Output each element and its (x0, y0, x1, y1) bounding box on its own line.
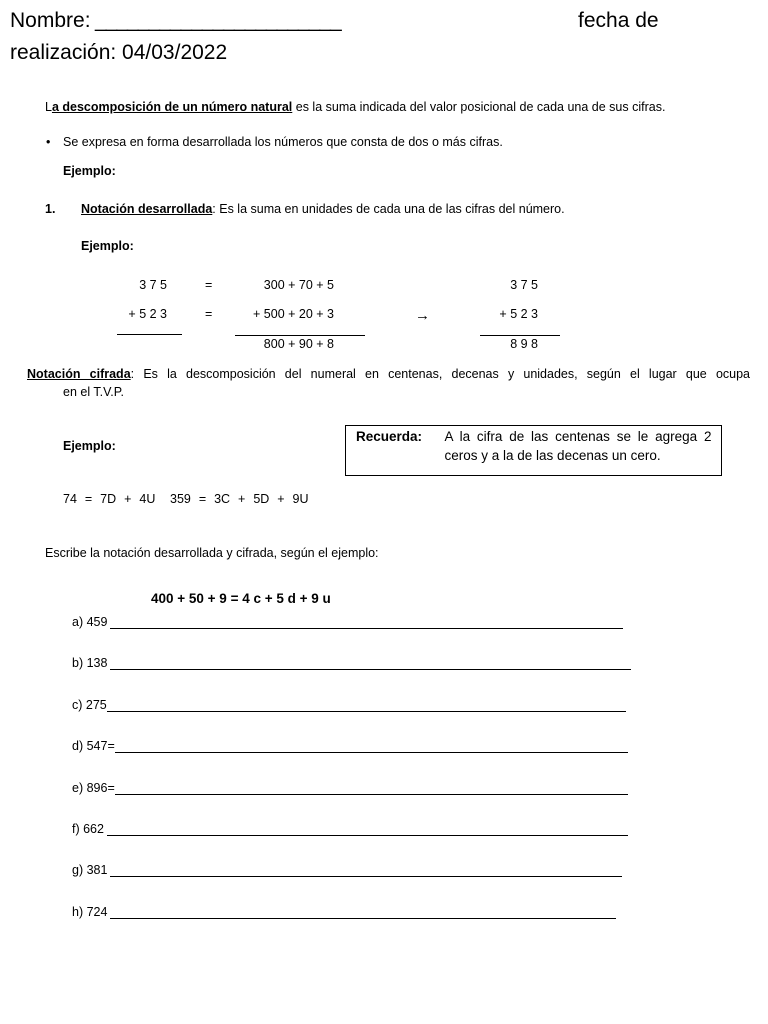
exercise-row-b (72, 656, 631, 671)
exercise-row-h (72, 905, 616, 920)
section-cifrada (27, 367, 750, 382)
sum-line-right (480, 335, 560, 336)
model-answer: 400 + 50 + 9 = 4 c + 5 d + 9 u (151, 591, 331, 606)
exercise-row-g (72, 863, 622, 878)
bullet-text: Se expresa en forma desarrollada los números que consta de dos o más cifras. (63, 135, 503, 149)
name-blank-line: _______________________ (95, 9, 341, 32)
worked-left-row-1: 3 7 5 (139, 278, 167, 292)
section-text-desarrollada: : Es la suma en unidades de cada una de las cifras del número. (212, 202, 565, 216)
definition-term: a descomposición de un número natural (51, 100, 293, 114)
answer-line (110, 669, 631, 670)
date-label: fecha de (578, 9, 659, 32)
answer-line (107, 711, 626, 712)
reminder-line-1: A la cifra de las centenas se le agrega 2 (444, 428, 712, 444)
worked-right-row-1: 3 7 5 (510, 278, 538, 292)
answer-line (110, 918, 616, 919)
worked-right-result: 8 9 8 (510, 337, 538, 351)
exercise-label: h) 724 (72, 905, 108, 919)
worked-middle-row-2: + 500 + 20 + 3 (253, 307, 334, 321)
section-desarrollada (81, 202, 565, 217)
sum-line-middle (235, 335, 365, 336)
exercise-label: g) 381 (72, 863, 108, 877)
definition-paragraph (45, 100, 665, 115)
definition-lead: L (45, 100, 52, 114)
answer-line (107, 835, 628, 836)
equals-sign-1: = (205, 278, 213, 292)
section-text-cifrada: : Es la descomposición del numeral en centenas, decenas y unidades, según el lugar que ocupa (130, 367, 750, 381)
exercise-label: c) 275 (72, 698, 107, 712)
exercise-row-d (72, 739, 628, 754)
answer-line (115, 752, 628, 753)
worked-middle-row-1: 300 + 70 + 5 (263, 278, 334, 292)
equals-sign-2: = (205, 307, 213, 321)
exercise-instruction: Escribe la notación desarrollada y cifrada, según el ejemplo: (45, 546, 379, 560)
name-label: Nombre: (10, 9, 91, 32)
reminder-box (345, 425, 722, 476)
example-label-desarrollada: Ejemplo: (81, 239, 134, 253)
section-number: 1. (45, 202, 56, 216)
exercise-row-e (72, 781, 628, 796)
example-label-cifrada: Ejemplo: (63, 439, 116, 453)
worked-middle-result: 800 + 90 + 8 (263, 337, 334, 351)
answer-line (110, 876, 622, 877)
worked-right-row-2: + 5 2 3 (499, 307, 538, 321)
example-label-intro: Ejemplo: (63, 164, 116, 178)
exercise-label: b) 138 (72, 656, 108, 670)
answer-line (110, 628, 623, 629)
cifrada-example-2: 359 = 3C + 5D + 9U (170, 492, 309, 506)
section-title-desarrollada: Notación desarrollada (81, 202, 213, 216)
section-text-cifrada-line-2: en el T.V.P. (63, 385, 124, 399)
worked-left-row-2: + 5 2 3 (128, 307, 167, 321)
cifrada-example-1: 74 = 7D + 4U (63, 492, 156, 506)
date-line: realización: 04/03/2022 (10, 41, 228, 64)
reminder-title: Recuerda: (356, 428, 423, 444)
arrow-right-icon: → (415, 307, 430, 324)
sum-line-left (117, 334, 182, 335)
section-title-cifrada: Notación cifrada (27, 367, 131, 381)
exercise-label: d) 547= (72, 739, 115, 753)
exercise-label: f) 662 (72, 822, 104, 836)
exercise-row-c (72, 698, 626, 713)
definition-text: es la suma indicada del valor posicional de cada una de sus cifras. (292, 100, 666, 114)
exercise-label: e) 896= (72, 781, 115, 795)
bullet-icon: • (46, 135, 51, 149)
answer-line (115, 794, 628, 795)
reminder-line-2: ceros y a la de las decenas un cero. (444, 447, 661, 463)
exercise-row-f (72, 822, 628, 837)
exercise-row-a (72, 615, 623, 630)
exercise-label: a) 459 (72, 615, 108, 629)
